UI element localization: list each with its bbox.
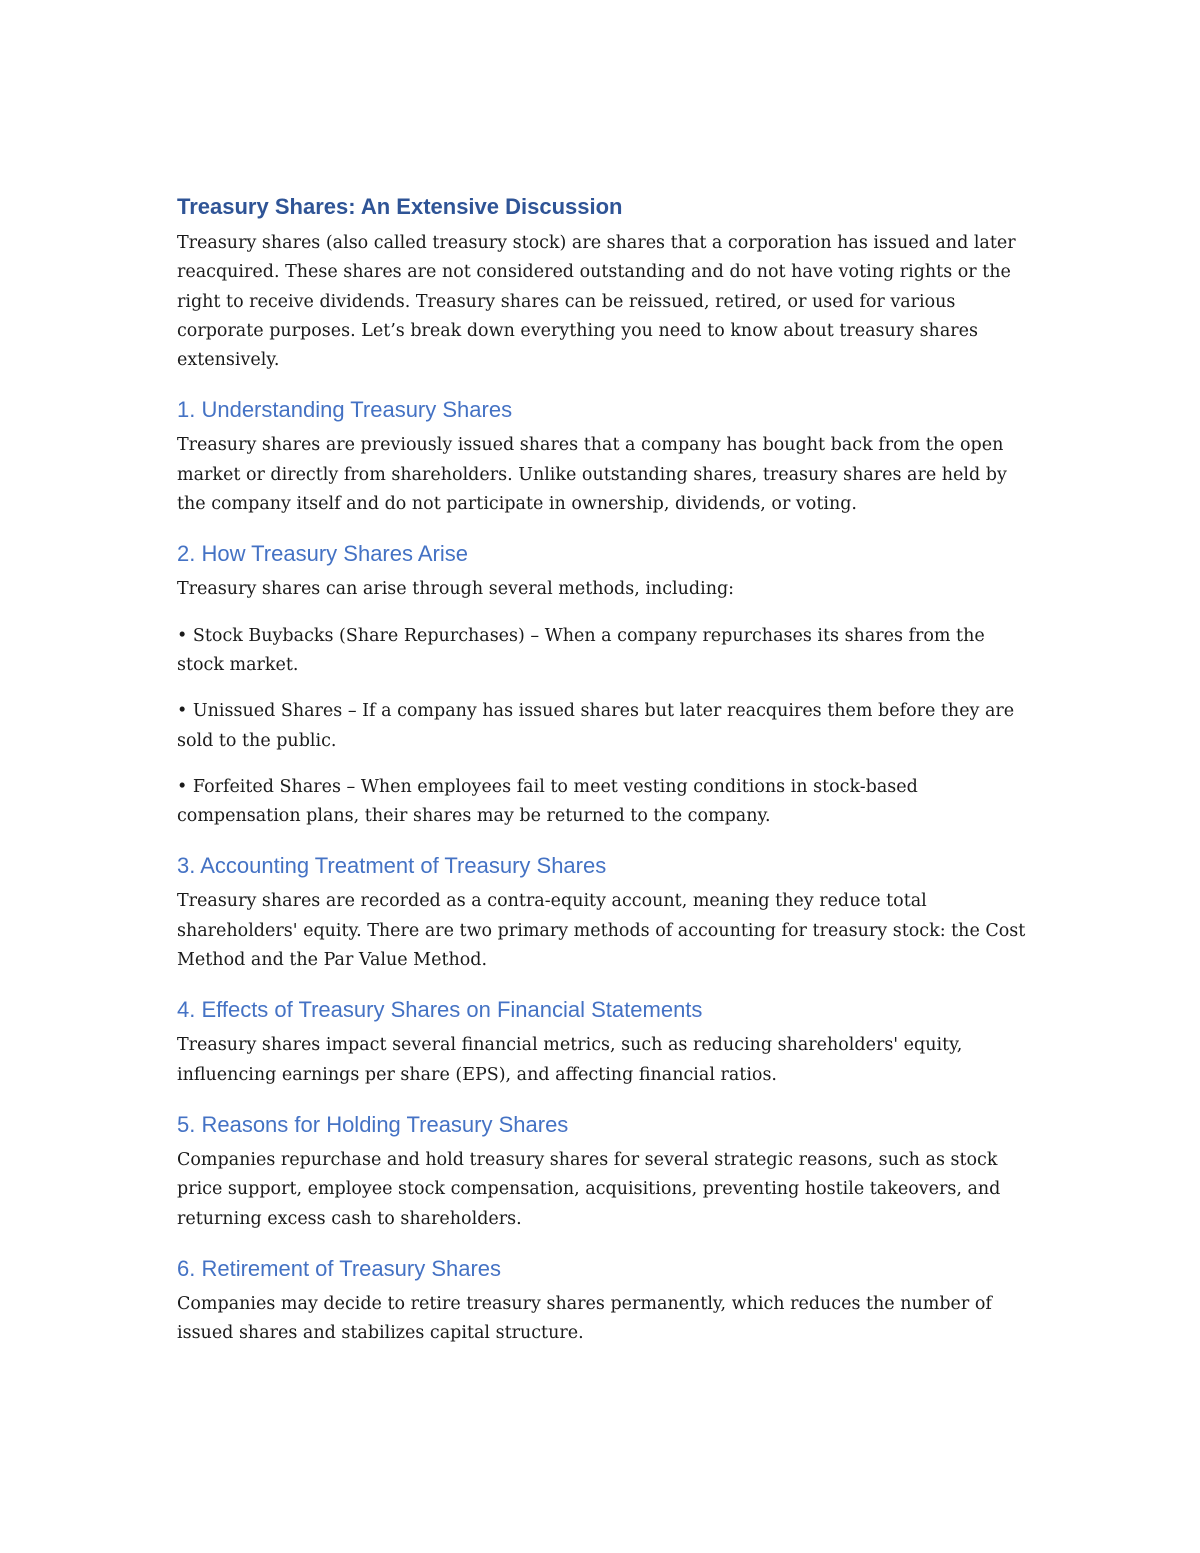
section-heading-5: 5. Reasons for Holding Treasury Shares (177, 1111, 569, 1137)
bullet-item-unissued-shares: • Unissued Shares – If a company has issued shares but later reacquires them before they are sold to the public. (177, 701, 1015, 751)
section-body-2: Treasury shares can arise through several methods, including: (177, 579, 735, 600)
section-heading-3: 3. Accounting Treatment of Treasury Shares (177, 853, 607, 879)
section-body-6: Companies may decide to retire treasury shares permanently, which reduces the number of issued shares and stabilizes capital structure. (177, 1293, 992, 1344)
bullet-list (177, 622, 1037, 832)
section-heading-4: 4. Effects of Treasury Shares on Financial Statements (177, 997, 703, 1023)
bullet-item-forfeited-shares: • Forfeited Shares – When employees fail to meet vesting conditions in stock-based compensation plans, their shares may be returned to the company. (177, 776, 918, 827)
section-heading-1: 1. Understanding Treasury Shares (177, 397, 513, 423)
bullet-item-stock-buybacks: • Stock Buybacks (Share Repurchases) – When a company repurchases its shares from the stock market. (177, 625, 985, 675)
section-heading-2: 2. How Treasury Shares Arise (177, 541, 469, 567)
document-title: Treasury Shares: An Extensive Discussion (177, 194, 623, 219)
section-heading-6: 6. Retirement of Treasury Shares (177, 1255, 502, 1281)
section-body-4: Treasury shares impact several financial metrics, such as reducing shareholders' equity, influencing earnings per share (EPS), and affecting financial ratios. (177, 1035, 963, 1085)
intro-paragraph: Treasury shares (also called treasury stock) are shares that a corporation has issued and later reacquired. These shares are not considered outstanding and do not have voting rights or the right to receive dividends. Treasury shares can be reissued, retired, or used for various corporate purposes. Let’s break down everything you need to know about treasury shares extensively. (177, 233, 1016, 371)
document-page (177, 192, 1037, 1348)
section-body-1: Treasury shares are previously issued shares that a company has bought back from the open market or directly from shareholders. Unlike outstanding shares, treasury shares are held by the company itself and do not participate in ownership, dividends, or voting. (177, 435, 1007, 515)
section-body-5: Companies repurchase and hold treasury shares for several strategic reasons, such as stock price support, employee stock compensation, acquisitions, preventing hostile takeovers, and returning excess cash to shareholders. (177, 1149, 1001, 1229)
section-body-3: Treasury shares are recorded as a contra-equity account, meaning they reduce total shareholders' equity. There are two primary methods of accounting for treasury stock: the Cost Method and the Par Value Method. (177, 891, 1026, 971)
